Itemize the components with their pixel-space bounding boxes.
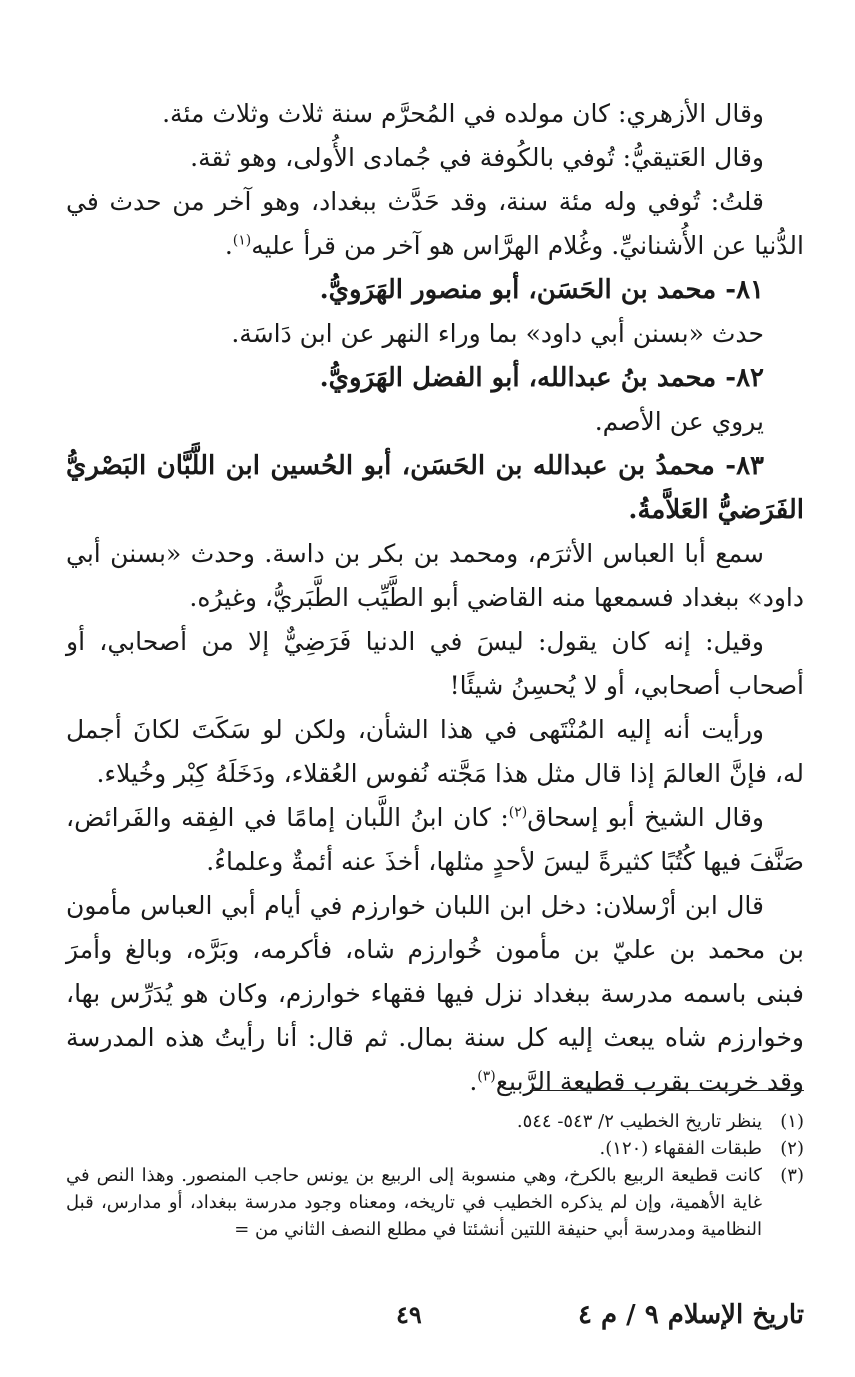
paragraph: سمع أبا العباس الأثرَم، ومحمد بن بكر بن داسة. وحدث «بسنن أبي داود» ببغداد فسمعها منه القاضي أبو الطَّيِّب الطَّبَريُّ، وغيرُه. bbox=[66, 539, 804, 612]
footnote bbox=[66, 1162, 804, 1243]
footnote-number: (٢) bbox=[780, 1138, 804, 1159]
footnote-text: طبقات الفقهاء (١٢٠). bbox=[599, 1138, 762, 1159]
paragraph bbox=[66, 796, 804, 884]
entry-heading-81: ٨١- محمد بن الحَسَن، أبو منصور الهَرَويُّ. bbox=[319, 275, 764, 305]
main-text bbox=[66, 92, 804, 1104]
footnote-ref: (١) bbox=[232, 232, 252, 249]
paragraph: يروي عن الأصم. bbox=[594, 407, 764, 436]
footnote-number: (٣) bbox=[780, 1165, 804, 1186]
footnote bbox=[66, 1108, 804, 1135]
paragraph: قال ابن أرْسلان: دخل ابن اللبان خوارزم في أيام أبي العباس مأمون بن محمد بن عليّ بن مأمون خُوارزم شاه، فأكرمه، وبَرَّه، وبالغ وأمرَ فبنى باسمه مدرسة ببغداد نزل فيها فقهاء خوارزم، وكان هو يُدَرِّس بها، وخوارزم شاه يبعث إليه كل سنة بمال. ثم قال: أنا رأيتُ هذه المدرسة وقد خربت بقرب قطيعة الرَّبيع$^{(٣)}$. bbox=[66, 891, 804, 1096]
paragraph-text: : كان ابنُ اللَّبان إمامًا في الفِقه والفَرائض، صَنَّفَ فيها كُتُبًا كثيرةً ليسَ لأحدٍ مثلها، أخذَ عنه أئمةٌ وعلماءُ. bbox=[66, 803, 804, 876]
footnote bbox=[66, 1135, 804, 1162]
footnotes bbox=[66, 1108, 804, 1243]
paragraph: وقيل: إنه كان يقول: ليسَ في الدنيا فَرَضِيٌّ إلا من أصحابي، أو أصحاب أصحابي، أو لا يُحسِنُ شيئًا! bbox=[66, 627, 804, 700]
footnote-ref: (٣) bbox=[477, 1068, 496, 1085]
paragraph: قلتُ: تُوفي وله مئة سنة، وقد حَدَّث ببغداد، وهو آخر من حدث في الدُّنيا عن الأُشنانيِّ. وغُلام الهرَّاس هو آخر من قرأ عليه$^{(١)}$. bbox=[66, 187, 804, 260]
footnote-text: ينظر تاريخ الخطيب ٢/ ٥٤٣- ٥٤٤. bbox=[516, 1111, 762, 1132]
paragraph-text: قلتُ: تُوفي وله مئة سنة، وقد حَدَّث ببغداد، وهو آخر من حدث في الدُّنيا عن الأُشنانيِّ. وغُلام الهرَّاس هو آخر من قرأ عليه bbox=[66, 187, 804, 260]
footnote-separator bbox=[530, 1090, 804, 1091]
paragraph-text: وقال الشيخ أبو إسحاق bbox=[527, 803, 764, 832]
paragraph-text: قال ابن أرْسلان: دخل ابن اللبان خوارزم في أيام أبي العباس مأمون بن محمد بن عليّ بن مأمون خُوارزم شاه، فأكرمه، وبَرَّه، وبالغ وأمرَ فبنى باسمه مدرسة ببغداد نزل فيها فقهاء خوارزم، وكان هو يُدَرِّس بها، وخوارزم شاه يبعث إليه كل سنة بمال. ثم قال: أنا رأيتُ هذه المدرسة وقد خربت بقرب قطيعة الرَّبيع bbox=[66, 891, 804, 1096]
page-number: ٤٩ bbox=[396, 1300, 422, 1329]
page-footer bbox=[66, 1300, 804, 1340]
paragraph: ورأيت أنه إليه المُنْتَهى في هذا الشأن، ولكن لو سَكَتَ لكانَ أجمل له، فإنَّ العالمَ إذا قال مثل هذا مَجَّته نُفوس العُقلاء، ودَخَلَهُ كِبْر وخُيلاء. bbox=[66, 715, 804, 788]
book-title: تاريخ الإسلام ٩ / م ٤ bbox=[578, 1300, 804, 1330]
footnote-text: كانت قطيعة الربيع بالكرخ، وهي منسوبة إلى الربيع بن يونس حاجب المنصور. وهذا النص في غاية الأهمية، وإن لم يذكره الخطيب في تاريخه، ومعناه وجود مدرسة ببغداد، أو مدارس، قبل النظامية ومدرسة أبي حنيفة اللتين أنشئتا في مطلع النصف الثاني من = bbox=[66, 1165, 762, 1240]
entry-heading-83: ٨٣- محمدُ بن عبدالله بن الحَسَن، أبو الحُسين ابن اللَّبَّان البَصْريُّ الفَرَضيُّ العَلاَّمةُ. bbox=[66, 451, 804, 525]
footnote-number: (١) bbox=[780, 1111, 804, 1132]
paragraph: وقال العَتيقيُّ: تُوفي بالكُوفة في جُمادى الأُولى، وهو ثقة. bbox=[190, 143, 764, 172]
entry-heading-82: ٨٢- محمد بنُ عبدالله، أبو الفضل الهَرَويُّ. bbox=[319, 363, 764, 393]
paragraph: حدث «بسنن أبي داود» بما وراء النهر عن ابن دَاسَة. bbox=[231, 319, 764, 348]
footnote-ref: (٢) bbox=[508, 804, 528, 821]
paragraph: وقال الأزهري: كان مولده في المُحرَّم سنة ثلاث وثلاث مئة. bbox=[162, 99, 764, 128]
